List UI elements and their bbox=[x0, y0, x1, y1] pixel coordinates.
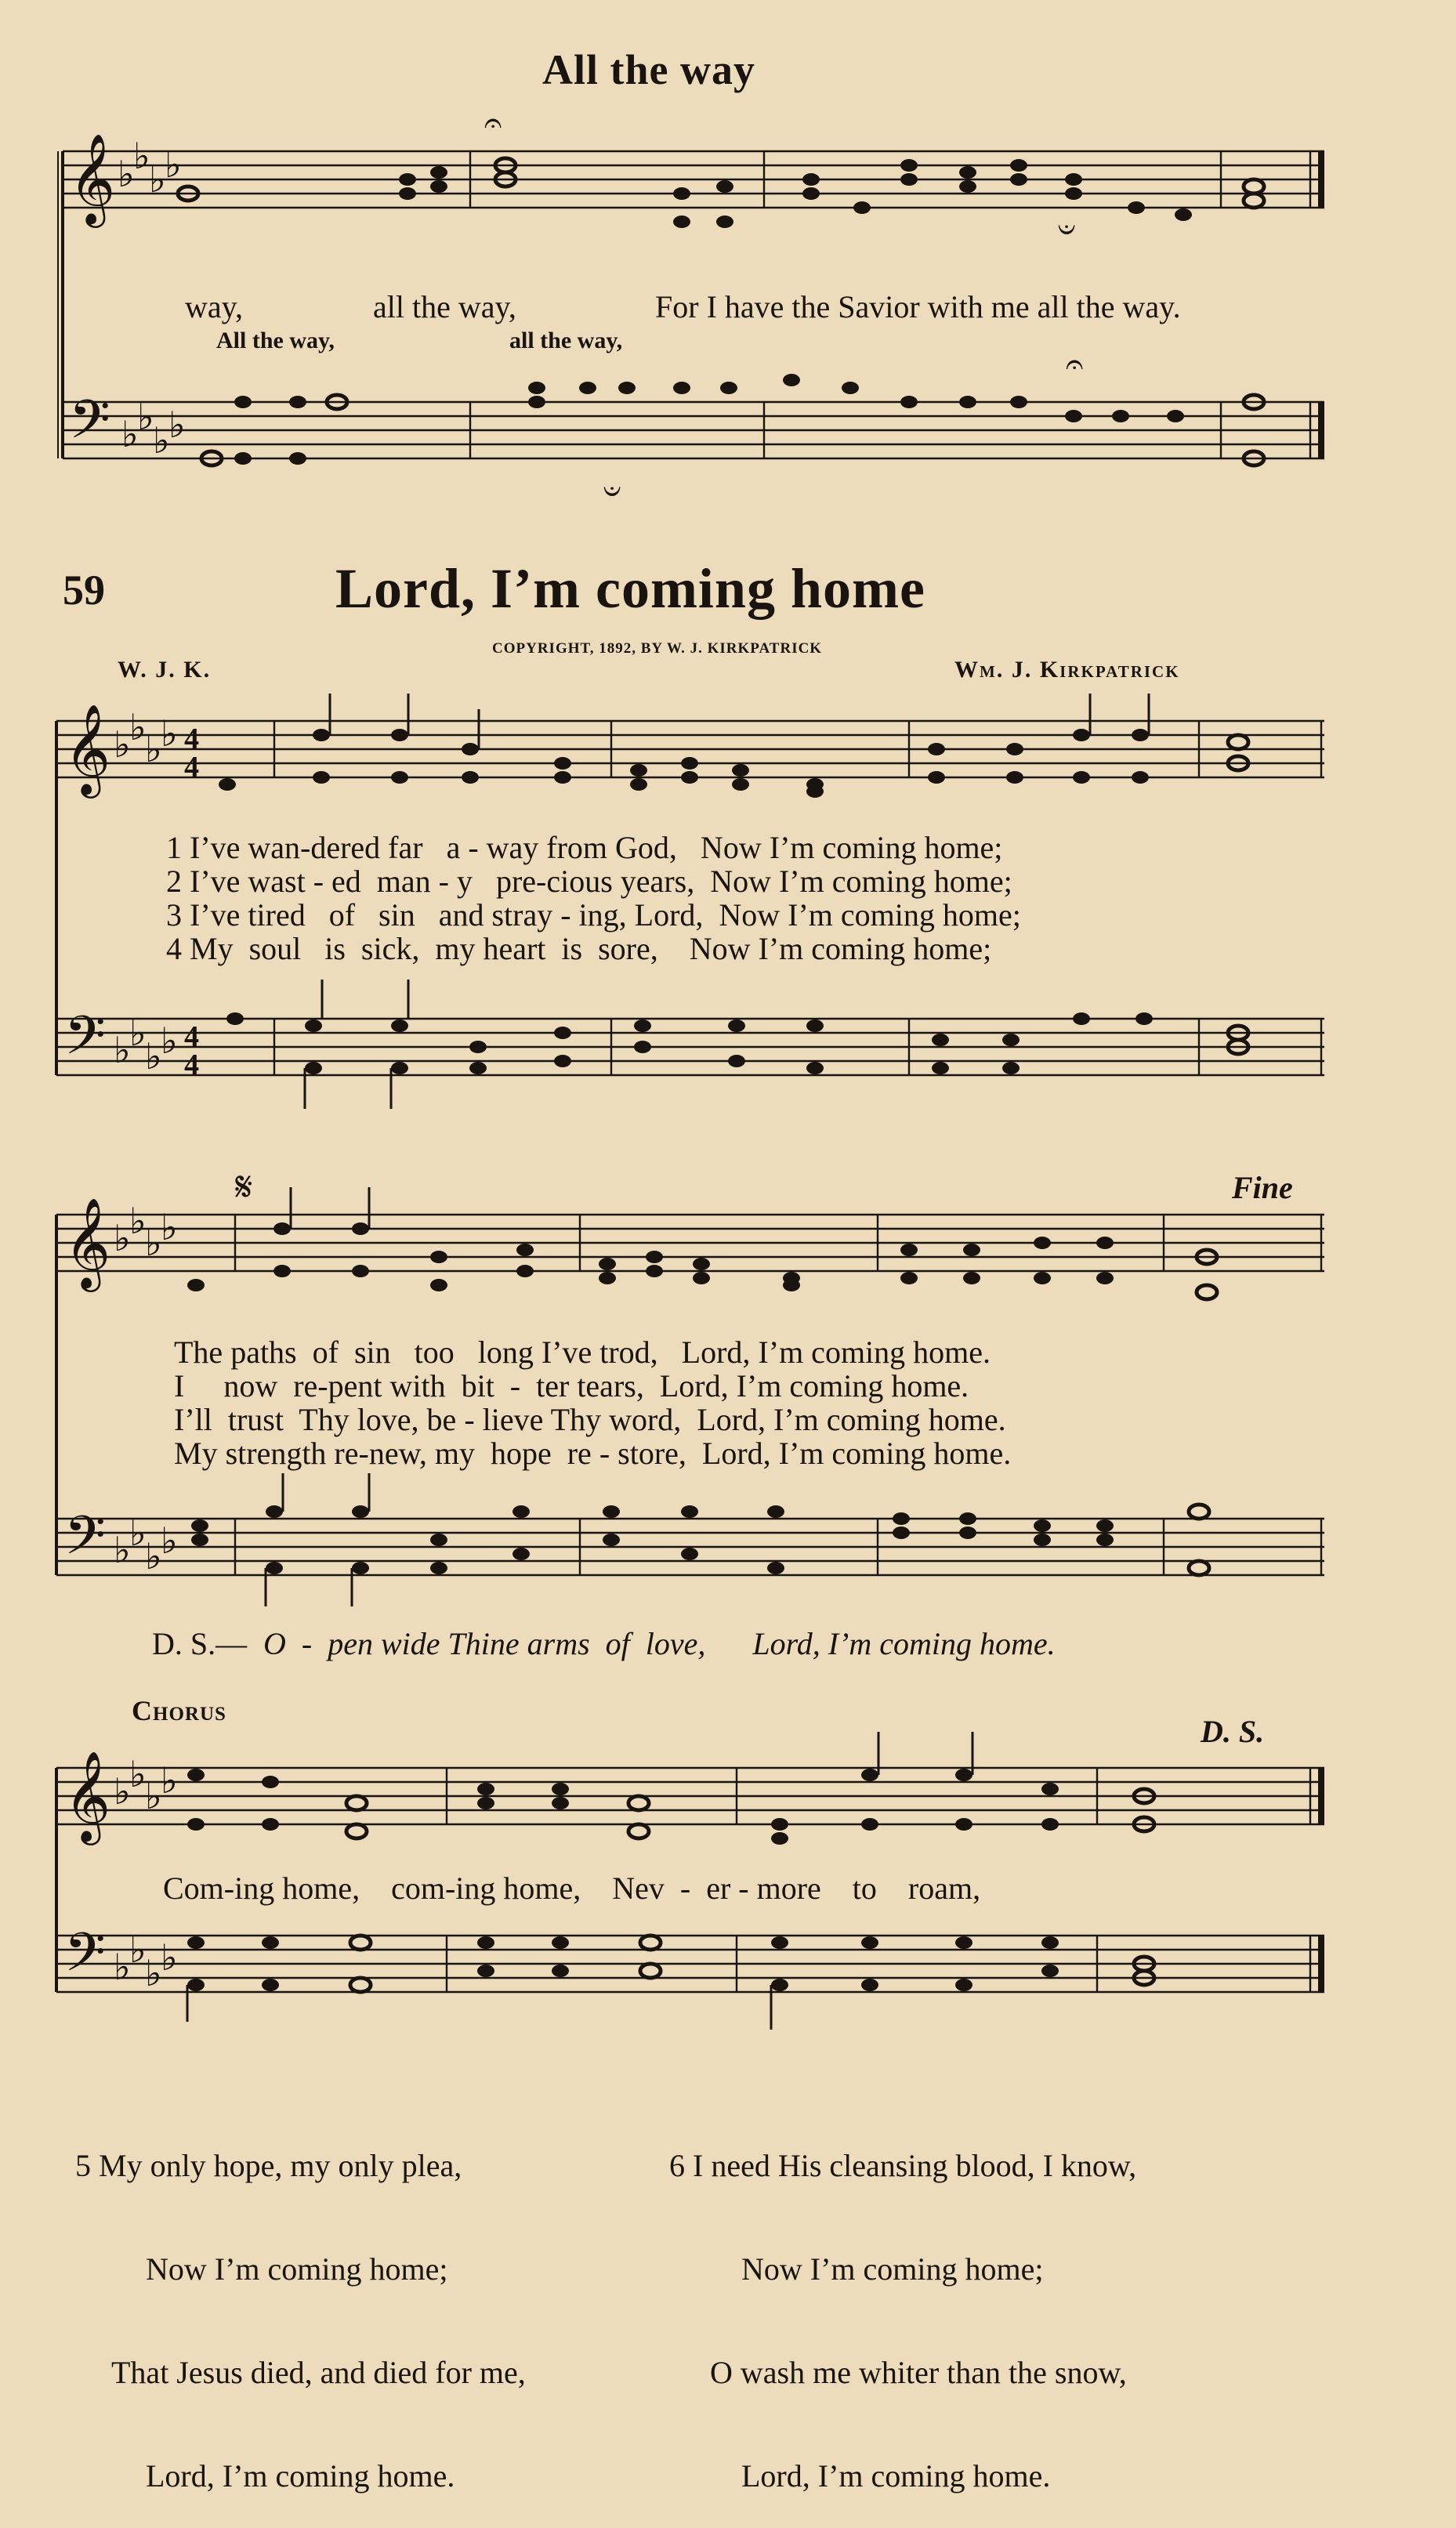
top-lyric-3: For I have the Savior with me all the way. bbox=[655, 289, 1181, 324]
verse-6-line-4: Lord, I’m coming home. bbox=[741, 2458, 1051, 2494]
svg-text:♭: ♭ bbox=[145, 1952, 162, 1994]
svg-text:♭: ♭ bbox=[114, 1529, 131, 1571]
svg-text:𝄑: 𝄑 bbox=[1058, 212, 1076, 248]
svg-text:𝄞: 𝄞 bbox=[64, 1197, 111, 1288]
svg-text:4: 4 bbox=[184, 1020, 199, 1053]
svg-text:𝄢: 𝄢 bbox=[64, 1922, 106, 1997]
svg-text:♭: ♭ bbox=[161, 712, 178, 755]
svg-text:4: 4 bbox=[184, 723, 199, 755]
verse-line-4b: My strength re-new, my hope re - store, Lord, I’m coming home. bbox=[174, 1436, 1012, 1471]
ds-lyric: O - pen wide Thine arms of love, Lord, I’m coming home. bbox=[263, 1626, 1056, 1661]
hymn-number: 59 bbox=[63, 567, 105, 614]
svg-text:♭: ♭ bbox=[145, 728, 162, 770]
svg-text:♭: ♭ bbox=[129, 1929, 147, 1971]
svg-text:♭: ♭ bbox=[145, 1035, 162, 1077]
svg-text:♭: ♭ bbox=[129, 1012, 147, 1054]
svg-text:♭: ♭ bbox=[161, 1759, 178, 1802]
svg-text:4: 4 bbox=[184, 1049, 199, 1081]
svg-text:♭: ♭ bbox=[161, 1020, 178, 1062]
svg-text:𝄐: 𝄐 bbox=[1066, 346, 1084, 382]
svg-text:♭: ♭ bbox=[129, 1512, 147, 1554]
svg-text:♭: ♭ bbox=[129, 1753, 147, 1795]
svg-text:♭: ♭ bbox=[114, 1946, 131, 1988]
verse-6-line-3: O wash me whiter than the snow, bbox=[710, 2355, 1127, 2390]
svg-text:𝄞: 𝄞 bbox=[64, 703, 111, 795]
svg-text:♭: ♭ bbox=[145, 1775, 162, 1817]
svg-text:♭: ♭ bbox=[129, 1200, 147, 1242]
verse-line-1b: The paths of sin too long I’ve trod, Lord, I’m coming home. bbox=[174, 1335, 991, 1370]
copyright-notice: COPYRIGHT, 1892, BY W. J. KIRKPATRICK bbox=[492, 640, 823, 657]
svg-text:♭: ♭ bbox=[114, 1217, 131, 1259]
svg-text:♭: ♭ bbox=[114, 1029, 131, 1071]
svg-text:𝄢: 𝄢 bbox=[69, 389, 110, 464]
svg-text:♭: ♭ bbox=[118, 153, 135, 195]
top-bass-lyric-2: all the way, bbox=[509, 328, 623, 353]
svg-text:♭: ♭ bbox=[137, 396, 154, 438]
verse-line-4a: 4 My soul is sick, my heart is sore, Now I’m coming home; bbox=[166, 931, 992, 966]
verse-line-3b: I’ll trust Thy love, be - lieve Thy word, Lord, I’m coming home. bbox=[174, 1402, 1006, 1437]
svg-text:♭: ♭ bbox=[145, 1535, 162, 1577]
svg-text:𝄞: 𝄞 bbox=[69, 132, 116, 224]
chorus-lyric: Com-ing home, com-ing home, Nev - er - more to roam, bbox=[163, 1871, 981, 1906]
verse-line-3a: 3 I’ve tired of sin and stray - ing, Lord, Now I’m coming home; bbox=[166, 897, 1021, 933]
verse-line-2a: 2 I’ve wast - ed man - y pre-cious years, Now I’m coming home; bbox=[166, 864, 1012, 899]
svg-text:𝄑: 𝄑 bbox=[603, 473, 621, 509]
svg-text:♭: ♭ bbox=[161, 1206, 178, 1248]
svg-text:♭: ♭ bbox=[161, 1936, 178, 1979]
svg-text:♭: ♭ bbox=[168, 404, 186, 446]
top-lyric-1: way, bbox=[185, 289, 244, 324]
verse-line-2b: I now re-pent with bit - ter tears, Lord, I’m coming home. bbox=[174, 1368, 969, 1403]
svg-text:♭: ♭ bbox=[133, 135, 150, 177]
svg-text:𝄢: 𝄢 bbox=[64, 1505, 106, 1580]
verse-6-line-2: Now I’m coming home; bbox=[741, 2251, 1044, 2287]
svg-text:♭: ♭ bbox=[161, 1519, 178, 1562]
svg-text:♭: ♭ bbox=[121, 413, 139, 455]
svg-text:♭: ♭ bbox=[149, 158, 166, 201]
verse-5-line-3: That Jesus died, and died for me, bbox=[111, 2355, 526, 2390]
svg-text:♭: ♭ bbox=[153, 419, 170, 462]
fine-marking: Fine bbox=[1232, 1170, 1293, 1205]
verse-5 bbox=[75, 2080, 526, 2528]
chorus-label: Chorus bbox=[132, 1695, 226, 1726]
top-piece-title: All the way bbox=[542, 46, 755, 93]
svg-text:♭: ♭ bbox=[114, 723, 131, 766]
svg-text:♭: ♭ bbox=[145, 1222, 162, 1264]
verse-5-line-2: Now I’m coming home; bbox=[146, 2251, 448, 2287]
svg-text:♭: ♭ bbox=[165, 143, 182, 186]
verse-5-line-1: 5 My only hope, my only plea, bbox=[75, 2148, 462, 2183]
chorus-ds-marking: D. S. bbox=[1201, 1714, 1265, 1749]
top-bass-lyric-1: All the way, bbox=[216, 328, 335, 353]
svg-text:𝄋: 𝄋 bbox=[235, 1164, 253, 1211]
music-credit: Wm. J. Kirkpatrick bbox=[954, 657, 1180, 683]
svg-text:4: 4 bbox=[184, 751, 199, 784]
verse-6 bbox=[669, 2080, 1136, 2528]
svg-text:𝄐: 𝄐 bbox=[484, 105, 502, 141]
words-credit: W. J. K. bbox=[118, 657, 212, 683]
svg-text:♭: ♭ bbox=[114, 1770, 131, 1813]
verse-line-1a: 1 I’ve wan-dered far a - way from God, Now I’m coming home; bbox=[166, 830, 1003, 865]
svg-text:♭: ♭ bbox=[129, 706, 147, 748]
verse-5-line-4: Lord, I’m coming home. bbox=[146, 2458, 455, 2494]
hymn-title: Lord, I’m coming home bbox=[335, 557, 925, 620]
top-lyric-2: all the way, bbox=[373, 289, 516, 324]
verse-6-line-1: 6 I need His cleansing blood, I know, bbox=[669, 2148, 1137, 2183]
ds-label: D. S.— bbox=[152, 1626, 248, 1661]
svg-text:𝄞: 𝄞 bbox=[64, 1750, 111, 1842]
svg-text:𝄢: 𝄢 bbox=[64, 1005, 106, 1080]
